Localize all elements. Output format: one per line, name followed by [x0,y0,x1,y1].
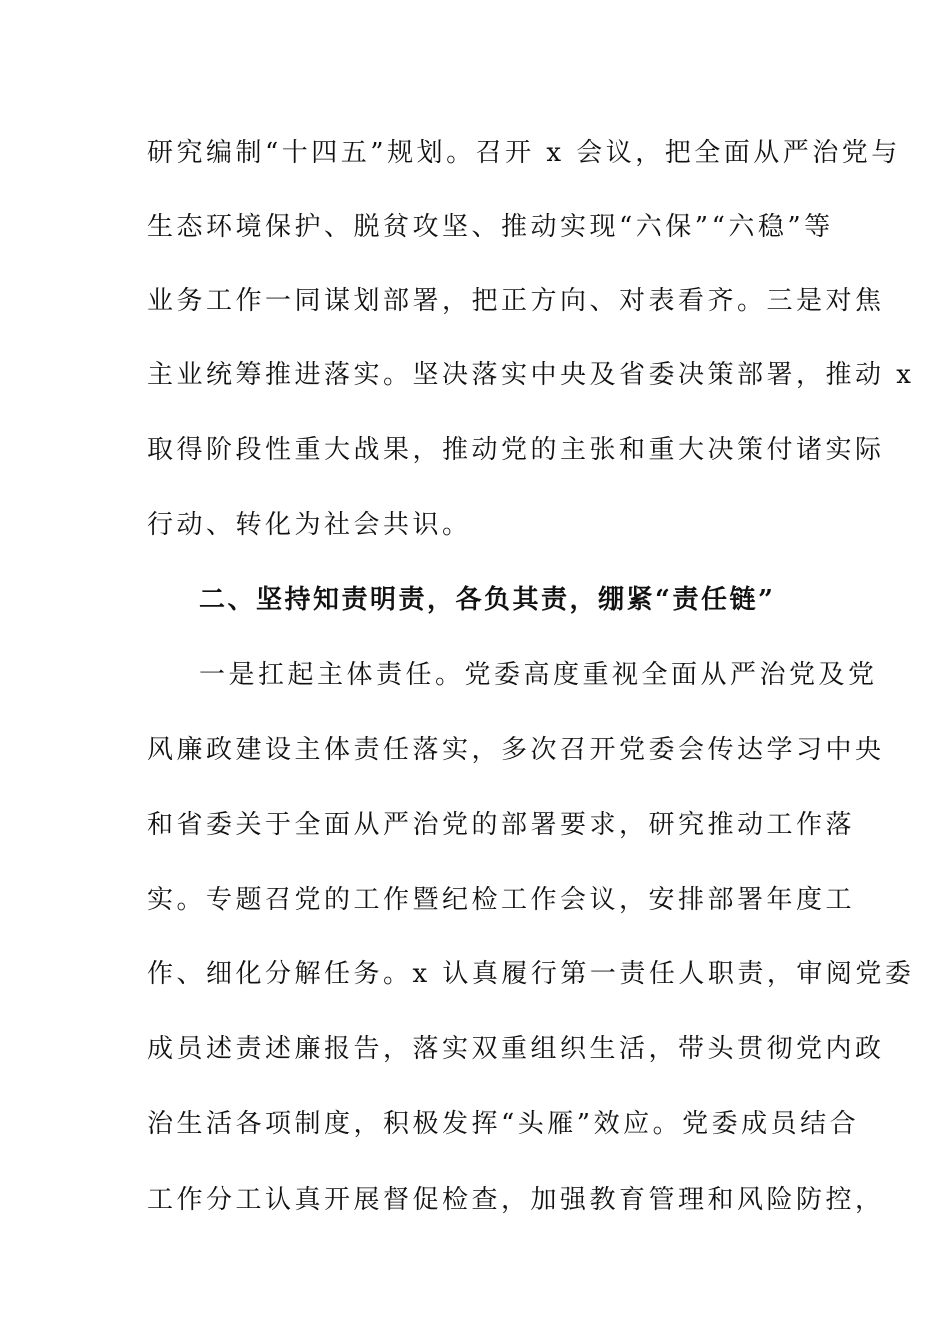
paragraph-line: 生态环境保护、脱贫攻坚、推动实现“六保”“六稳”等 [147,212,834,242]
section-heading: 二、坚持知责明责，各负其责，绷紧“责任链” [199,585,776,615]
paragraph-line: 业务工作一同谋划部署，把正方向、对表看齐。三是对焦 [147,286,885,316]
paragraph-line: 和省委关于全面从严治党的部署要求，研究推动工作落 [147,810,856,840]
paragraph-line: 工作分工认真开展督促检查，加强教育管理和风险防控， [147,1185,885,1215]
paragraph-line: 一是扛起主体责任。党委高度重视全面从严治党及党 [199,660,878,690]
paragraph-line: 治生活各项制度，积极发挥“头雁”效应。党委成员结合 [147,1109,860,1139]
paragraph-line: 行动、转化为社会共识。 [147,510,472,540]
paragraph-line: 主业统筹推进落实。坚决落实中央及省委决策部署，推动 x [147,360,915,390]
paragraph-line: 作、细化分解任务。x 认真履行第一责任人职责，审阅党委 [147,959,915,989]
paragraph-line: 取得阶段性重大战果，推动党的主张和重大决策付诸实际 [147,435,885,465]
paragraph-line: 研究编制“十四五”规划。召开 x 会议，把全面从严治党与 [147,138,901,168]
paragraph-line: 实。专题召党的工作暨纪检工作会议，安排部署年度工 [147,885,856,915]
paragraph-line: 成员述责述廉报告，落实双重组织生活，带头贯彻党内政 [147,1034,885,1064]
paragraph-line: 风廉政建设主体责任落实，多次召开党委会传达学习中央 [147,735,885,765]
